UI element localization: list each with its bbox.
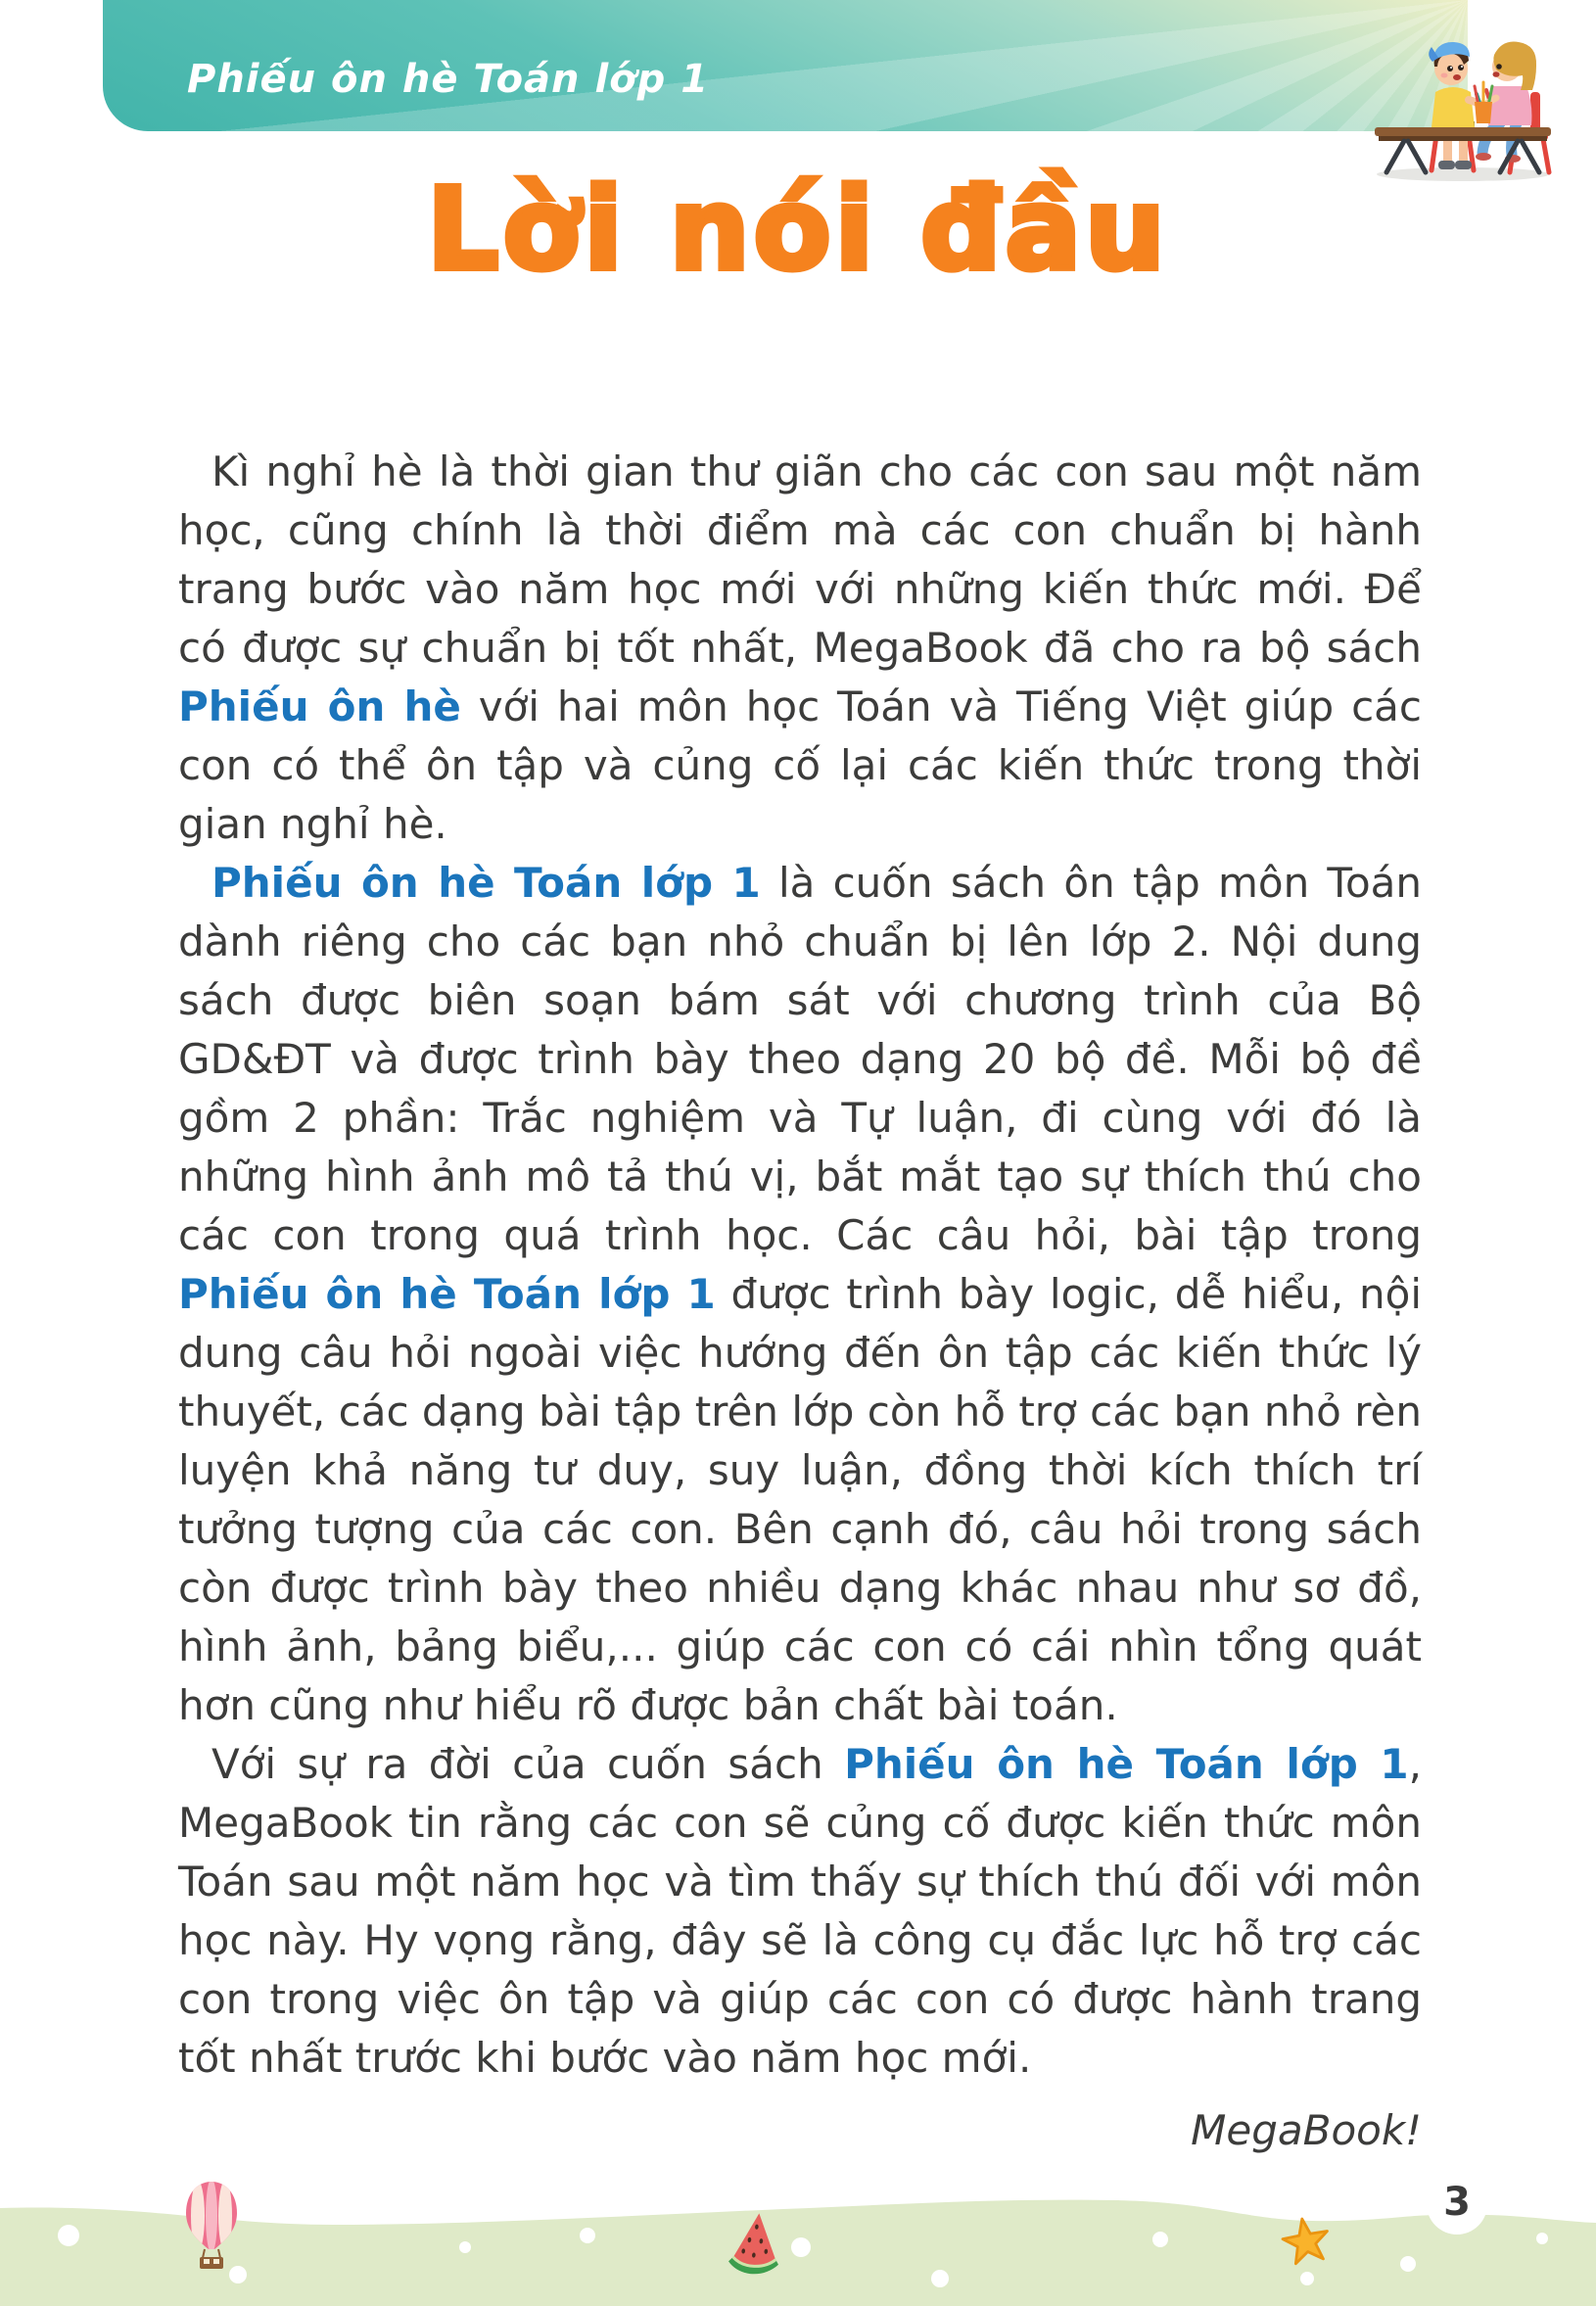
body-text-block	[178, 443, 1422, 2160]
paragraph	[178, 443, 1422, 854]
paragraph-text: , MegaBook tin rằng các con sẽ củng cố được kiến thức môn Toán sau một năm học và tìm thấy sự thích thú đối với môn học này. Hy vọng rằng, đây sẽ là công cụ đắc lực hỗ trợ các con trong việc ôn tập và giúp các con có được hành trang tốt nhất trước khi bước vào năm học mới.	[178, 1740, 1422, 2082]
page-header-banner	[103, 0, 1468, 131]
paragraph-text: Với sự ra đời của cuốn sách	[211, 1740, 845, 1788]
paragraph-list	[178, 443, 1422, 2088]
paragraph	[178, 1735, 1422, 2088]
signature: MegaBook!	[1191, 2106, 1422, 2154]
book-title-highlight: Phiếu ôn hè Toán lớp 1	[178, 1270, 716, 1318]
paragraph-text: với hai môn học Toán và Tiếng Việt giúp các con có thể ôn tập và củng cố lại các kiến thức trong thời gian nghỉ hè.	[178, 682, 1422, 848]
paragraph	[178, 854, 1422, 1735]
hot-air-balloon-icon	[181, 2180, 242, 2270]
page-number: 3	[1443, 2180, 1471, 2225]
page-title: Lời nói đầu	[427, 165, 1169, 296]
paragraph-text: được trình bày logic, dễ hiểu, nội dung câu hỏi ngoài việc hướng đến ôn tập các kiến thức lý thuyết, các dạng bài tập trên lớp còn hỗ trợ các bạn nhỏ rèn luyện khả năng tư duy, suy luận, đồng thời kích thích trí tưởng tượng của các con. Bên cạnh đó, câu hỏi trong sách còn được trình bày theo nhiều dạng khác nhau như sơ đồ, hình ảnh, bảng biểu,... giúp các con có cái nhìn tổng quát hơn cũng như hiểu rõ được bản chất bài toán.	[178, 1270, 1422, 1729]
watermelon-icon	[723, 2209, 785, 2280]
paragraph-text: Kì nghỉ hè là thời gian thư giãn cho các con sau một năm học, cũng chính là thời điểm mà các con chuẩn bị hành trang bước vào năm học mới với những kiến thức mới. Để có được sự chuẩn bị tốt nhất, MegaBook đã cho ra bộ sách	[178, 447, 1422, 672]
paragraph-text: là cuốn sách ôn tập môn Toán dành riêng cho các bạn nhỏ chuẩn bị lên lớp 2. Nội dung sách được biên soạn bám sát với chương trình của Bộ GD&ĐT và được trình bày theo dạng 20 bộ đề. Mỗi bộ đề gồm 2 phần: Trắc nghiệm và Tự luận, đi cùng với đó là những hình ảnh mô tả thú vị, bắt mắt tạo sự thích thú cho các con trong quá trình học. Các câu hỏi, bài tập trong	[178, 859, 1422, 1259]
book-series-title: Phiếu ôn hè Toán lớp 1	[187, 57, 710, 102]
book-title-highlight: Phiếu ôn hè Toán lớp 1	[844, 1740, 1409, 1788]
book-title-highlight: Phiếu ôn hè	[178, 682, 461, 730]
kids-at-desk-illustration	[1353, 25, 1573, 184]
star-icon	[1279, 2213, 1334, 2270]
book-title-highlight: Phiếu ôn hè Toán lớp 1	[211, 859, 761, 907]
